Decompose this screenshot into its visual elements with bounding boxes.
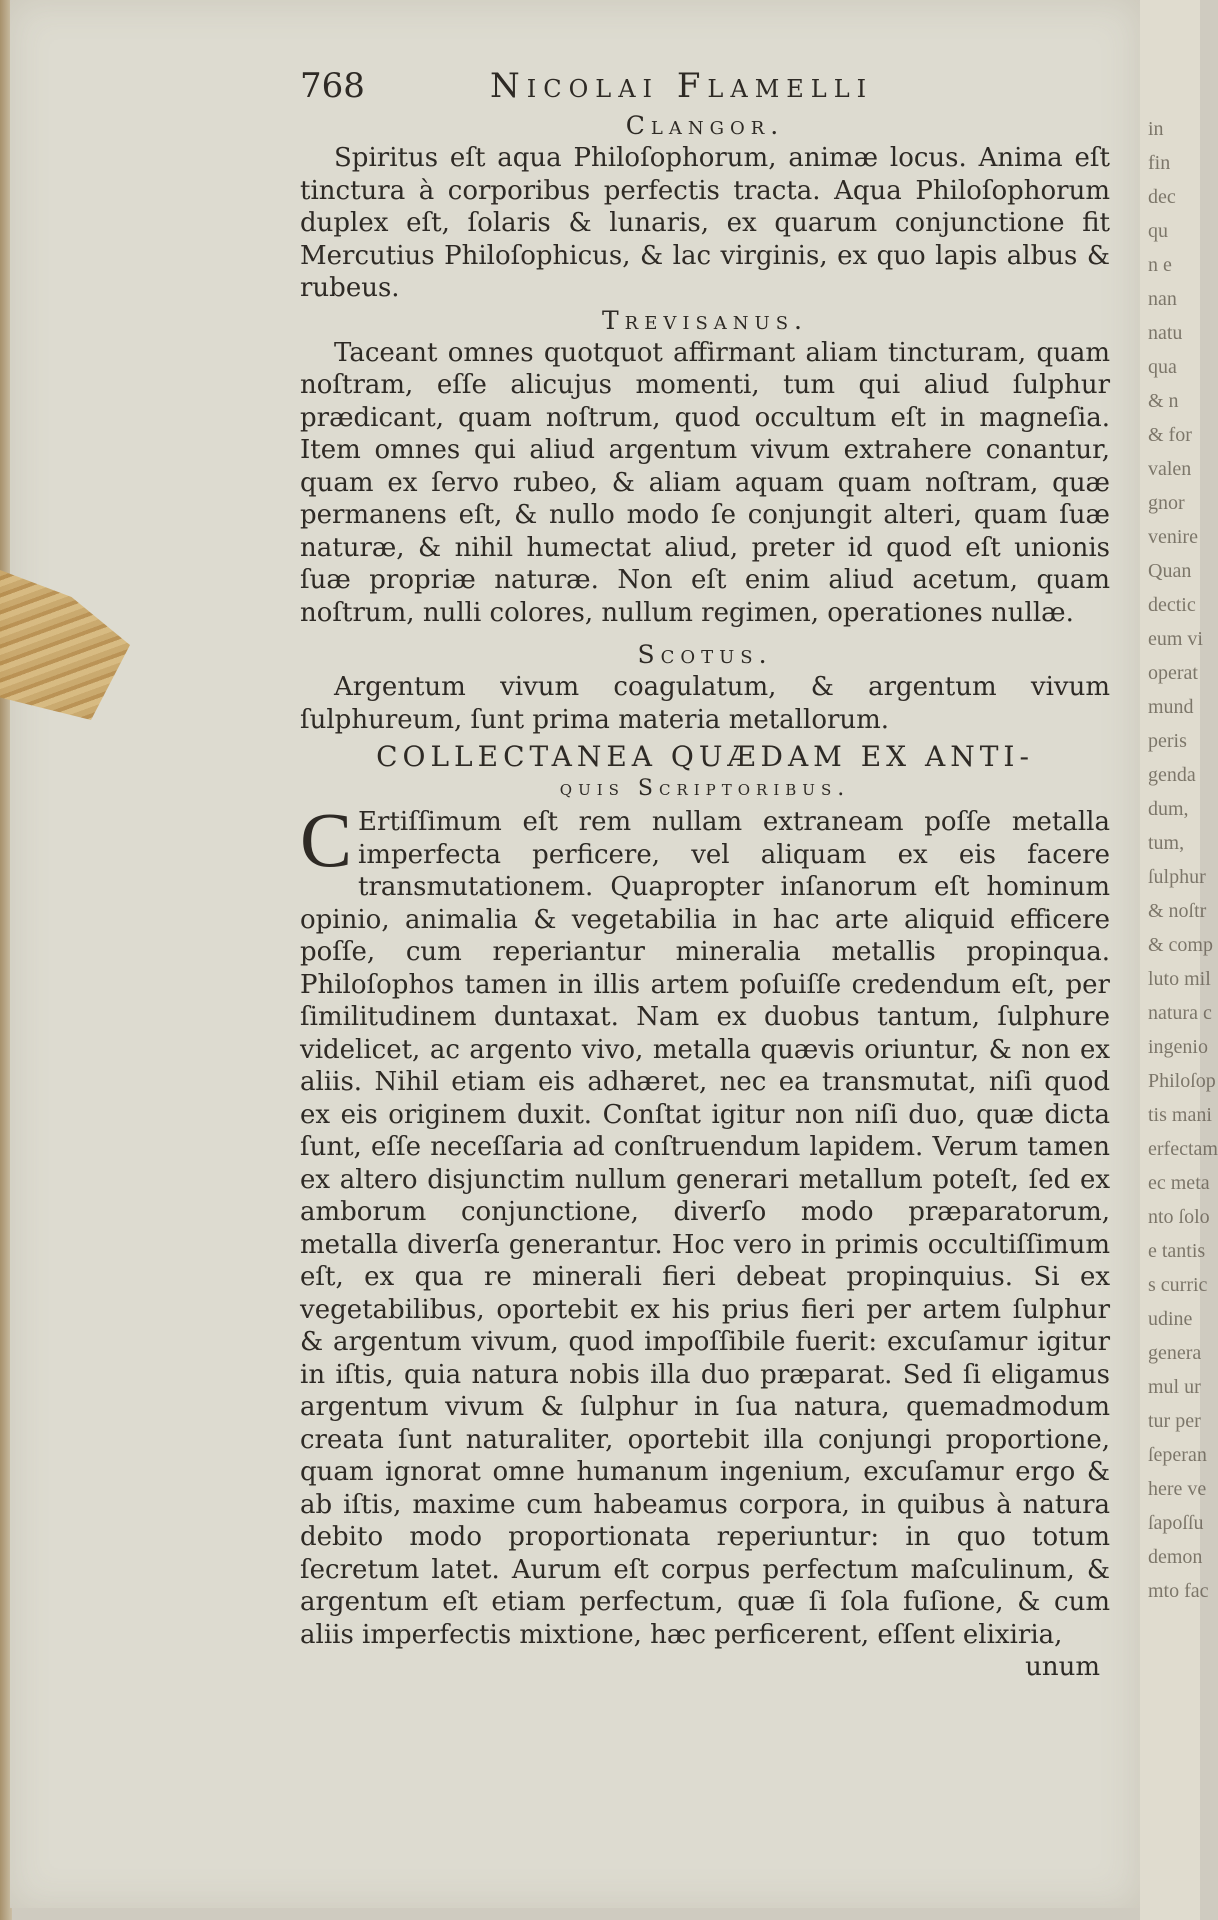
facing-page-fragment: in (1148, 118, 1164, 140)
collectanea-title: COLLECTANEA QUÆDAM EX ANTI- (376, 740, 1034, 773)
facing-page-fragment: genda (1148, 764, 1196, 786)
collectanea-text: Ertiſſimum eſt rem nullam extraneam poſſe metalla imperfecta perficere, vel aliquam ex eis facere transmutationem. Quapropter inſanorum eſt hominum opinio, animalia & vegetabilia in hac arte aliquid efficere poſſe, cum reperiantur mineralia metallis propinqua. Philoſophos tamen in illis artem poſuiſſe credendum eſt, per ſimilitudinem duntaxat. Nam ex duobus tantum, ſulphure videlicet, ac argento vivo, metalla quævis oriuntur, & non ex aliis. Nihil etiam eis adhæret, nec ea transmutat, niſi quod ex eis originem duxit. Conſtat igitur non niſi duo, quæ dicta ſunt, eſſe neceſſaria ad conſtruendum lapidem. Verum tamen ex altero disjunctim nullum generari metallum poteſt, ſed ex amborum conjunctione, diverſo modo præparatorum, metalla diverſa generantur. Hoc vero in primis occultiſſimum eſt, ex qua re minerali fieri debeat propinquius. Si ex vegetabilibus, oportebit ex his prius fieri per artem ſulphur & argentum vivum, quod impoſſibile fuerit: excuſamur igitur in iſtis, quia natura nobis illa duo præparat. Sed ſi eligamus argentum vivum & ſulphur in ſua natura, quemadmodum creata ſunt naturaliter, oportebit illa conjungi proportione, quam ignorat omne humanum ingenium, excuſamur ergo & ab iſtis, maxime cum habeamus corpora, in quibus à natura debito modo proportionata reperiuntur: in quo totum ſecretum latet. Aurum eſt corpus perfectum maſculinum, & argentum eſt etiam perfectum, quæ ſi ſola fuſione, & cum aliis imperfectis mixtione, hæc perficerent, eſſent elixiria, (300, 807, 1110, 1650)
book-page (10, 0, 1140, 1908)
collectanea-subtitle: quis Scriptoribus. (559, 776, 851, 801)
facing-page-fragment: dec (1148, 186, 1176, 208)
facing-page-fragment: ſulphur (1148, 866, 1206, 888)
facing-page-fragment: nan (1148, 288, 1177, 310)
facing-page-fragment: tur per (1148, 1410, 1201, 1432)
facing-page-fragment: s curric (1148, 1274, 1208, 1296)
facing-page-fragment: eum vi (1148, 628, 1203, 650)
page-content (300, 66, 1110, 1684)
facing-page-fragment: & noſtr (1148, 900, 1207, 922)
facing-page-fragment: & for (1148, 424, 1192, 446)
facing-page-fragment: operat (1148, 662, 1198, 684)
facing-page-fragment: ſeperan (1148, 1444, 1207, 1466)
facing-page-fragment: erfectam (1148, 1138, 1218, 1160)
facing-page-fragment: n e (1148, 254, 1172, 276)
facing-page-edge (1140, 0, 1218, 1920)
facing-page-fragment: qua (1148, 356, 1177, 378)
catchword: unum (1025, 1652, 1100, 1682)
facing-page-fragment: udine (1148, 1308, 1193, 1330)
facing-page-fragment: ſapoſſu (1148, 1512, 1204, 1534)
drop-cap: C (300, 796, 353, 883)
facing-page-fragment: peris (1148, 730, 1187, 752)
facing-page-fragment: mund (1148, 696, 1194, 718)
facing-page-fragment: & n (1148, 390, 1179, 412)
facing-page-fragment: Quan (1148, 560, 1192, 582)
section-text-trevisanus: Taceant omnes quotquot affirmant aliam tincturam, quam noſtram, eſſe alicujus momenti, tum qui aliud ſulphur prædicant, quam noſtrum, quod occultum eſt in magneſia. Item omnes qui aliud argentum vivum extrahere conantur, quam ex ſervo rubeo, & aliam aquam quam noſtram, quæ permanens eſt, & nullo modo ſe conjungit alteri, quam ſuæ naturæ, & nihil humectat aliud, preter id quod eſt unionis ſuæ propriæ naturæ. Non eſt enim aliud acetum, quam noſtrum, nulli colores, nullum regimen, operationes nullæ. (300, 337, 1110, 628)
facing-page-fragment: ec meta (1148, 1172, 1210, 1194)
facing-page-fragment: ingenio (1148, 1036, 1208, 1058)
section-text-clangor: Spiritus eſt aqua Philoſophorum, animæ locus. Anima eſt tinctura à corporibus perfectis tracta. Aqua Philoſophorum duplex eſt, ſolaris & lunaris, ex quarum conjunctione fit Mercutius Philoſophicus, & lac virginis, ex quo lapis albus & rubeus. (300, 143, 1110, 303)
section-title-scotus: Scotus. (637, 640, 773, 669)
facing-page-fragment: nto ſolo (1148, 1206, 1210, 1228)
section-title-trevisanus: Trevisanus. (601, 305, 808, 335)
facing-page-fragment: valen (1148, 458, 1192, 480)
facing-page-fragment: natu (1148, 322, 1183, 344)
facing-page-fragment: qu (1148, 220, 1168, 242)
facing-page-fragment: mto fac (1148, 1580, 1209, 1602)
page-number: 768 (300, 66, 365, 106)
facing-page-fragment: Philoſop (1148, 1070, 1216, 1092)
facing-page-fragment: here ve (1148, 1478, 1207, 1500)
facing-page-fragment: luto mil (1148, 968, 1211, 990)
section-text-scotus: Argentum vivum coagulatum, & argentum vivum ſulphureum, ſunt prima materia metallorum. (300, 672, 1110, 735)
facing-page-fragment: dum, (1148, 798, 1189, 820)
collectanea-paragraph (300, 796, 1110, 1651)
facing-page-fragment: genera (1148, 1342, 1202, 1364)
facing-page-fragment: venire (1148, 526, 1198, 548)
facing-page-fragment: gnor (1148, 492, 1185, 514)
section-title-clangor: Clangor. (625, 111, 785, 140)
running-head (300, 66, 1110, 110)
facing-page-fragment: natura c (1148, 1002, 1212, 1024)
facing-page-fragment: tis mani (1148, 1104, 1212, 1126)
facing-page-fragment: tum, (1148, 832, 1185, 854)
facing-page-fragment: & comp (1148, 934, 1213, 956)
facing-page-fragment: e tantis (1148, 1240, 1206, 1262)
facing-page-fragment: dectic (1148, 594, 1196, 616)
facing-page-fragment: demon (1148, 1546, 1203, 1568)
facing-page-fragment: mul ur (1148, 1376, 1201, 1398)
running-title: Nicolai Flamelli (490, 66, 874, 106)
facing-page-fragment: fin (1148, 152, 1171, 174)
